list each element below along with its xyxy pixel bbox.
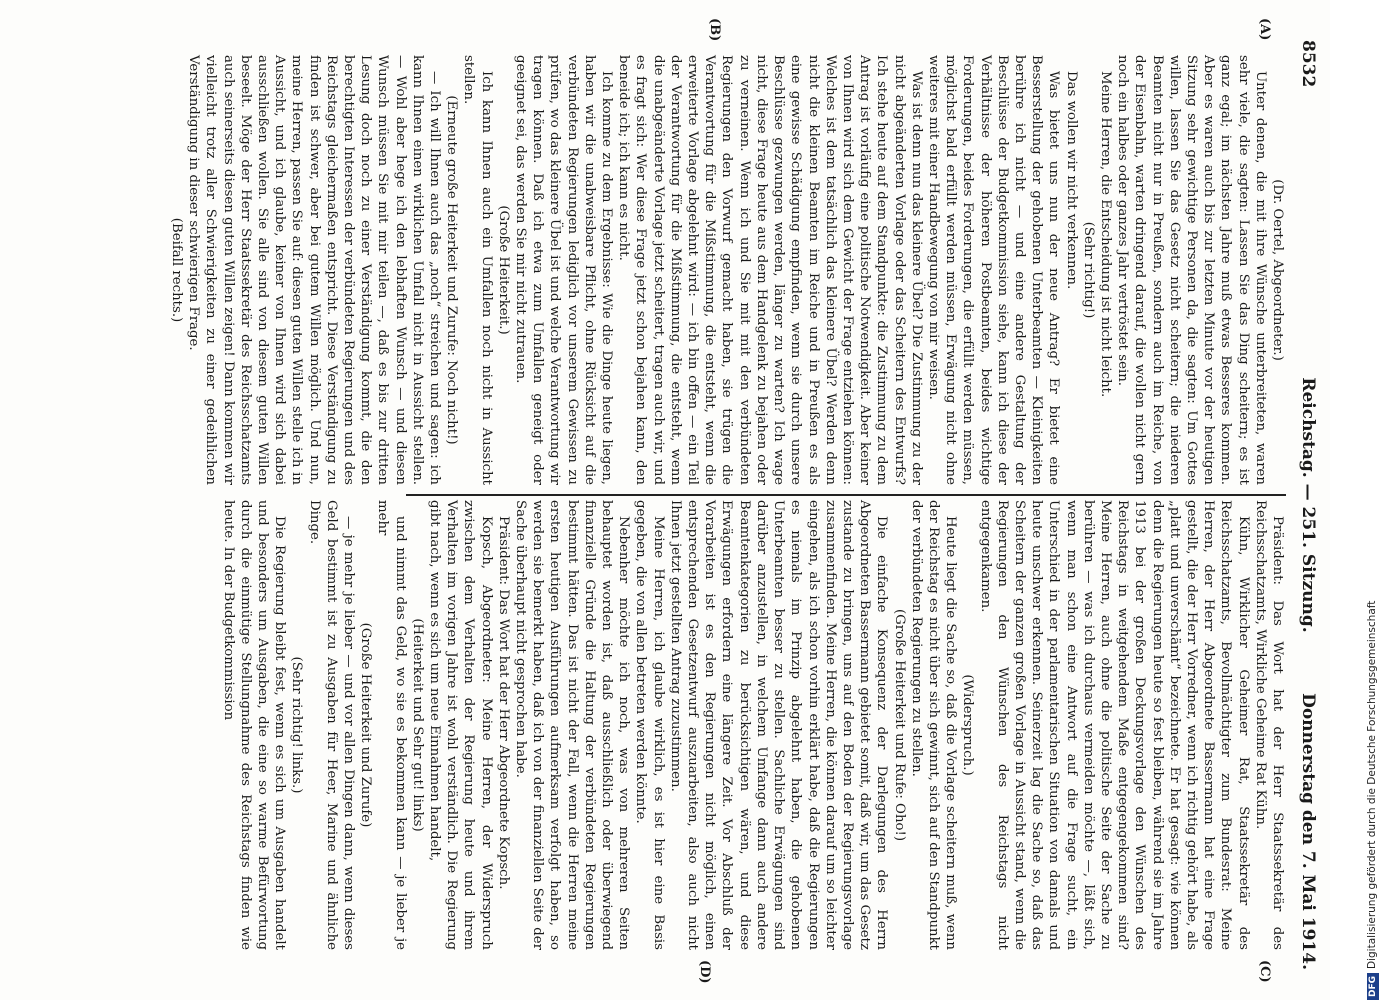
dfg-logo: DFG: [1367, 973, 1379, 1000]
paragraph: — Ich will Ihnen auch das „noch“ streichen und sagen: ich kann Ihnen einen wirklichen Umfall nicht in Aussicht stellen. — Wohl aber hege ich den lebhaften Wunsch — und diesen Wunsch müssen Sie mit mir teilen —, daß es bis zur dritten Lesung doch noch zu einer Verständigung kommt, die den berechtigten Interessen der verbündeten Regierungen und des Reichstags gleichermaßen entspricht. Diese Verständigung zu finden ist schwer, aber bei gutem Willen möglich. Und nun, meine Herren, passen Sie auf: diesen guten Willen stelle ich in Aussicht, und ich glaube, keiner von Ihnen wird sich dabei ausschließen wollen. Sie alle sind von diesem guten Willen beseelt. Möge der Herr Staatssekretär des Reichsschatzamts auch seinerseits diesen guten Willen zeigen! Dann kommen wir vielleicht trotz aller Schwierigkeiten zu einer gedeihlichen Verständigung in dieser schwierigen Frage.: [186, 55, 443, 485]
paragraph: Kühn, Wirklicher Geheimer Rat, Staatssekretär des Reichsschatzamts, Bevollmächtigter zum Bundesrat: Meine Herren, der Herr Abgeordnete Bassermann hat eine Frage gestellt, die der Herr Vorredner, wenn ich richtig gehört habe, als „platt und unverschämt“ bezeichnete. Er hat gesagt: wie können denn die Regierungen heute so fest bleiben, während sie im Jahre 1913 bei der großen Deckungsvorlage den Wünschen des Reichstags in weitgehendem Maße entgegengekommen sind? Meine Herren, auch ohne die politische Seite der Sache zu berühren — was ich durchaus vermeiden möchte —, läßt sich, wenn man schon eine Antwort auf die Frage sucht, ein Unterschied in der parlamentarischen Situation von damals und heute unschwer erkennen. Seinerzeit lag die Sache so, daß das Scheitern der ganzen großen Vorlage in Aussicht stand, wenn die Regierungen den Wünschen des Reichstags nicht entgegenkamen.: [977, 500, 1251, 950]
paragraph: Die Regierung bleibt fest, wenn es sich um Ausgaben handelt und besonders um Ausgaben, die eine so warme Befürwortung durch die einmütige Stellungnahme des Reichstags finden wie heute. In der Budgetkommission: [220, 500, 288, 950]
paragraph: Ich komme zu dem Ergebnisse: Wie die Dinge heute liegen, haben wir die unabweisbare Pflicht, ohne Rücksicht auf die verbündeten Regierungen lediglich vor unserem Gewissen zu prüfen, wo das kleinere Übel ist und welche Verantwortung wir tragen können. Daß ich etwa zum Umfallen geneigt oder geeignet sei, das werden Sie mir nicht zutrauen.: [513, 55, 615, 485]
paragraph: Nebenher möchte ich noch, was von mehreren Seiten behauptet worden ist, daß ausschließlich oder überwiegend finanzielle Gründe die Haltung der verbündeten Regierungen bestimmt hätten. Das ist nicht der Fall, wenn die Herren meine ersten heutigen Ausführungen aufmerksam verfolgt haben, so werden sie bemerkt haben, daß ich von der finanziellen Seite der Sache überhaupt nicht gesprochen habe.: [513, 500, 632, 950]
margin-marker-d: (D): [697, 960, 712, 984]
paragraph: Heute liegt die Sache so, daß die Vorlage scheitern muß, wenn der Reichstag es nicht über sich gewinnt, sich auf den Standpunkt der verbündeten Regierungen zu stellen.: [908, 500, 959, 950]
paragraph: Meine Herren, die Entscheidung ist nicht leicht.: [1097, 70, 1113, 398]
interjection: (Große Heiterkeit und Zurufe): [358, 622, 374, 828]
interjection: (Sehr richtig!): [1080, 221, 1096, 319]
interjection: (Beifall rechts.): [169, 217, 184, 323]
paragraph: Was ist denn nun das kleinere Übel? Die Zustimmung zu der nicht abgeänderten Vorlage oder das Scheitern des Entwurfs? Ich stehe heute auf dem Standpunkte: die Zustimmung zu dem Antrag ist vorläufig eine politische Notwendigkeit. Aber keiner von Ihnen wird sich dem Gewicht der Frage entziehen können: Welches ist dem tatsächlich das kleinere Übel? Werden denn nicht die kleinen Beamten im Reiche und in Preußen es als eine gewisse Schädigung empfinden, wenn sie durch unsere Beschlüsse gezwungen werden, länger zu warten? Ich wage nicht, diese Frage heute aus dem Handgelenk zu bejahen oder zu verneinen. Wenn ich und Sie mit mit den verbündeten Regierungen den Vorwurf gemacht haben, sie trügen die Verantwortung für die Mißstimmung, die entsteht, wenn die erweiterte Vorlage abgelehnt wird: — ich bin offen — ein Teil der Verantwortung für die Mißstimmung, die entsteht, wenn die unabgeänderte Vorlage jetzt scheitert, tragen auch wir, und es fragt sich: Wer diese Frage jetzt schon bejahen kann, den beneide ich; ich kann es nicht.: [616, 55, 924, 485]
interjection: (Große Heiterkeit.): [495, 205, 511, 335]
interjection: (Große Heiterkeit und Rufe: Oho!): [891, 608, 907, 842]
column-divider: [406, 494, 1286, 496]
margin-marker-c: (C): [1257, 960, 1272, 983]
page-number: 8532: [1298, 40, 1318, 88]
interjection: (Erneute große Heiterkeit und Zurufe: Noch nicht!): [444, 95, 460, 445]
paragraph: Die einfache Konsequenz der Darlegungen des Herrn Abgeordneten Bassermann gebietet somit, daß wir, um das Gesetz zustande zu bringen, uns auf den Boden der Regierungsvorlage zusammenfinden. Meine Herren, die können darauf um so leichter eingehen, als ich schon vorhin erklärt habe, daß die Regierungen es niemals im Prinzip abgelehnt haben, die gehobenen Unterbeamten besser zu stellen. Sachliche Erwägungen sind darüber anzustellen, in welchem Umfange dann auch andere Beamtenkategorien zu berücksichtigen wären, und diese Erwägungen erfordern eine längere Zeit. Vor Abschluß der Vorarbeiten ist es den Regierungen nicht möglich, einen entsprechenden Gesetzentwurf auszuarbeiten, also auch nicht Ihnen jetzt gestellten Antrag zuzustimmen.: [667, 500, 890, 950]
funding-note: [1366, 601, 1379, 1000]
interjection: (Heiterkeit und Sehr gut! links): [409, 618, 425, 832]
speaker-note: (Dr. Oertel, Abgeordneter.): [1270, 179, 1285, 361]
session-date: Donnerstag den 7. Mai 1914.: [1298, 693, 1318, 970]
paragraph: — je mehr je lieber — und vor allen Dingen dann, wenn dieses Geld bestimmt ist zu Ausgaben für Heer, Marine und ähnliche Dinge.: [306, 500, 357, 950]
session-title: Reichstag. — 251. Sitzung.: [1298, 377, 1318, 633]
paragraph: Das wollen wir nicht verkennen.: [1063, 70, 1079, 290]
right-column: [219, 500, 1286, 950]
interjection: (Sehr richtig! links.): [289, 656, 305, 794]
paragraph: Was bietet uns nun der neue Antrag? Er bietet eine Besserstellung der gehobenen Unterbeamten — Kleinigkeiten berühre ich nicht — und eine andere Gestaltung der Beschlüsse der Budgetkommission siehe, kann ich diese der Verhältnisse der höheren Postbeamten, beides wichtige Forderungen, beides Forderungen, die erfüllt werden müssen, möglichst bald erfüllt werden müssen, Erwägung nicht ohne weiteres mit einer Handbewegung von mir weisen.: [925, 55, 1062, 485]
paragraph: Meine Herren, ich glaube wirklich, es ist hier eine Basis gegeben, die von allen betreten werden könnte.: [633, 500, 666, 950]
paragraph: Kopsch, Abgeordneter: Meine Herren, der Widerspruch zwischen dem Verhalten der Regierung heute und ihrem Verhalten im vorigen Jahre ist wohl verständlich. Die Regierung gibt nach, wenn es sich um neue Einnahmen handelt,: [427, 500, 494, 950]
page-header: [1290, 40, 1318, 970]
margin-marker-a: (A): [1257, 18, 1272, 41]
funding-note-text: Digitalisierung gefördert durch die Deutsche Forschungsgemeinschaft: [1366, 600, 1378, 969]
paragraph: Präsident: Das Wort hat der Herr Staatssekretär des Reichsschatzamts, Wirkliche Geheime Rat Kühn.: [1252, 500, 1285, 950]
paragraph: und nimmt das Geld, wo sie es bekommen kann — je lieber je mehr: [375, 500, 408, 950]
margin-marker-b: (B): [707, 18, 722, 42]
left-column: [168, 55, 1286, 485]
interjection: (Widerspruch.): [960, 674, 976, 776]
paragraph: Präsident: Das Wort hat der Herr Abgeordnete Kopsch.: [495, 515, 511, 890]
paragraph: Ich kann Ihnen auch ein Umfallen noch nicht in Aussicht stellen.: [461, 55, 494, 485]
paragraph: Unter denen, die mit ihre Wünsche unterbreiteten, waren sehr viele, die sagten: Lassen Sie das Ding scheitern; es ist ganz egal; im nächsten Jahre muß etwas Besseres kommen. Aber es waren auch bis zur letzten Minute vor der heutigen Sitzung sehr gewichtige Personen da, die sagten: Um Gottes willen, lassen Sie das Gesetz nicht scheitern; die niederen Beamten nicht nur in Preußen, sondern auch im Reiche, von der Eisenbahn, warten dringend darauf, die wollen nicht gern noch ein halbes oder ganzes Jahr vertröstet sein.: [1115, 55, 1268, 485]
